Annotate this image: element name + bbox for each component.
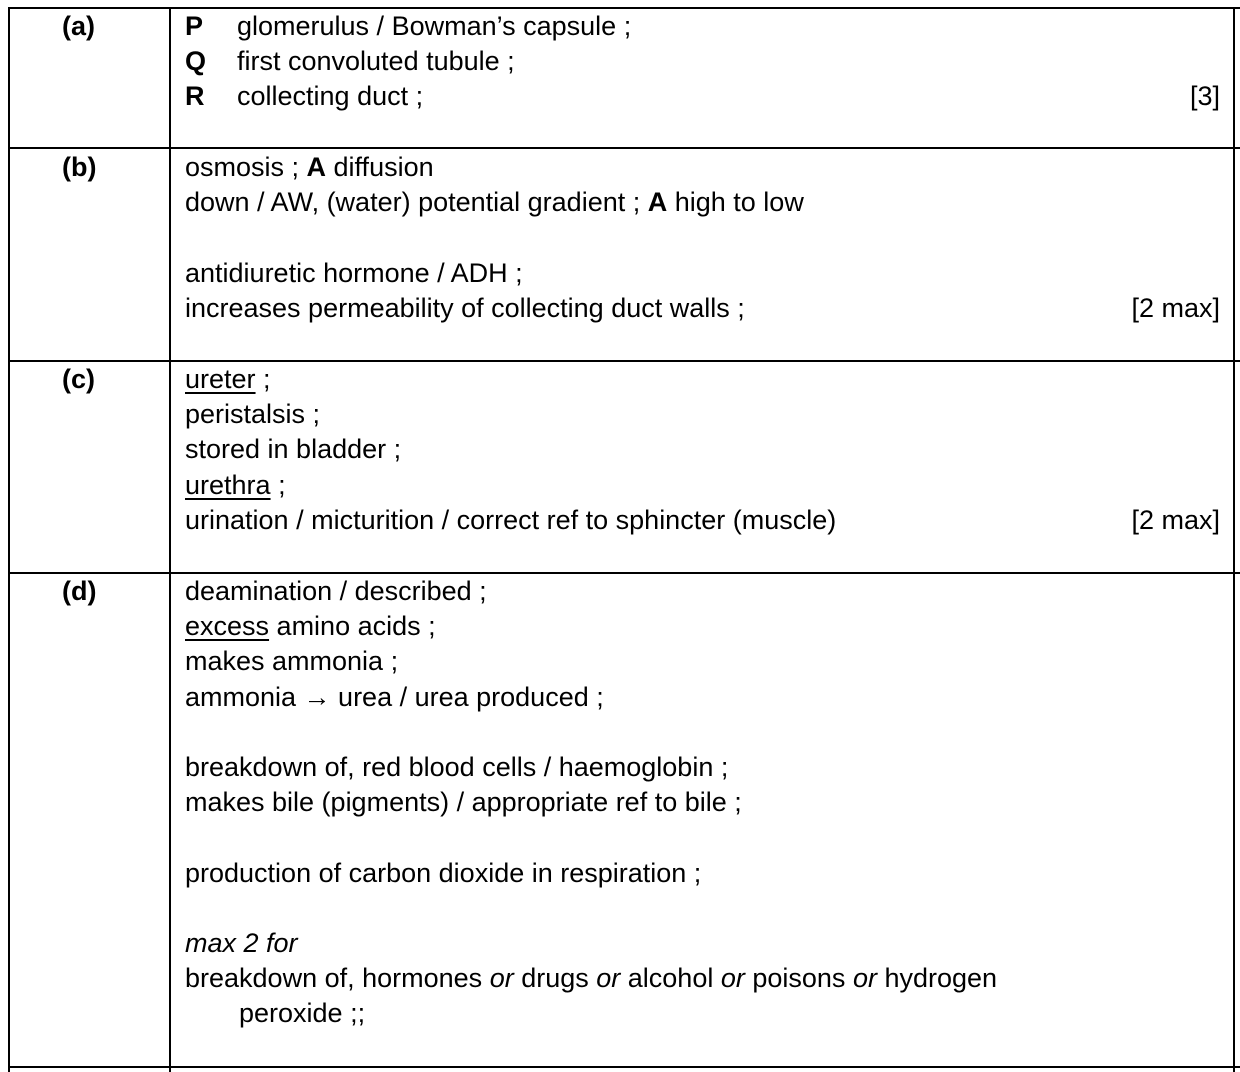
- row-label-d: (d): [62, 576, 97, 606]
- answer-line: production of carbon dioxide in respiration ;: [185, 857, 702, 888]
- answer-line: stored in bladder ;: [185, 434, 402, 465]
- structure-letter: P: [185, 11, 204, 41]
- answer-line: urination / micturition / correct ref to sphincter (muscle) [2 max]: [185, 503, 1220, 538]
- answer-line: excess amino acids ;: [185, 611, 436, 642]
- answer-line: deamination / described ;: [185, 576, 487, 606]
- structure-name: glomerulus / Bowman’s capsule ;: [237, 11, 632, 41]
- answer-line: breakdown of, hormones or drugs or alcohol or poisons or hydrogen: [185, 963, 998, 994]
- answer-line: breakdown of, red blood cells / haemoglobin ;: [185, 751, 729, 782]
- answer-line: peroxide ;;: [239, 998, 366, 1029]
- answer-cell-b: [185, 150, 1220, 326]
- accept-marker: A: [647, 187, 668, 218]
- table-bottom-border: [8, 1066, 1240, 1068]
- answer-line: ammonia → urea / urea produced ;: [185, 681, 604, 712]
- answer-line: ureter ;: [185, 364, 271, 394]
- mark-allocation: [2 max]: [1131, 292, 1220, 323]
- row-divider: [8, 147, 1240, 149]
- answer-line: increases permeability of collecting duct walls ; [2 max]: [185, 291, 1220, 326]
- structure-name: collecting duct ;: [237, 81, 424, 112]
- answer-note: max 2 for: [185, 927, 298, 958]
- underlined-term: urethra: [185, 469, 271, 500]
- mark-allocation: [3]: [1189, 81, 1220, 112]
- answer-line: [185, 44, 1220, 79]
- arrow-icon: →: [303, 681, 331, 712]
- accept-marker: A: [306, 152, 327, 182]
- row-label-a: (a): [62, 11, 95, 41]
- answer-line: [185, 79, 1220, 114]
- mark-allocation: [2 max]: [1131, 504, 1220, 535]
- answer-line: makes bile (pigments) / appropriate ref to bile ;: [185, 787, 742, 818]
- structure-name: first convoluted tubule ;: [237, 46, 515, 77]
- underlined-term: excess: [185, 611, 270, 642]
- underlined-term: ureter: [185, 364, 256, 394]
- row-label-b: (b): [62, 152, 97, 182]
- answer-cell-d: [185, 574, 1220, 1031]
- row-label-c: (c): [62, 364, 95, 394]
- answer-line: [185, 9, 1220, 44]
- structure-letter: R: [185, 81, 205, 112]
- answer-line: makes ammonia ;: [185, 646, 399, 677]
- answer-line: down / AW, (water) potential gradient ; A high to low: [185, 187, 804, 218]
- structure-letter: Q: [185, 46, 207, 77]
- answer-line: antidiuretic hormone / ADH ;: [185, 257, 523, 288]
- answer-line: peristalsis ;: [185, 399, 321, 430]
- answer-cell-c: [185, 362, 1220, 538]
- answer-cell-a: [185, 9, 1220, 115]
- table-left-border: [8, 7, 10, 1072]
- table-right-border: [1233, 7, 1235, 1072]
- answer-line: urethra ;: [185, 469, 286, 500]
- column-divider: [169, 7, 171, 1072]
- answer-line: osmosis ; A diffusion: [185, 152, 434, 182]
